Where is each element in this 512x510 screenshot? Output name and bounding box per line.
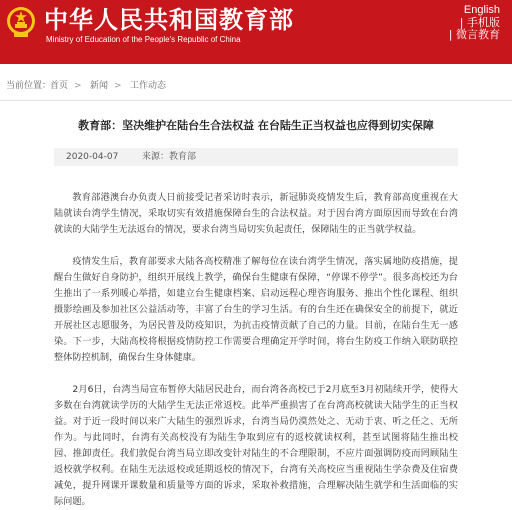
article-meta-bar	[54, 148, 458, 166]
site-subtitle: Ministry of Education of the People's Republic of China	[46, 35, 241, 44]
article-source: 来源：教育部	[142, 152, 197, 162]
site-title[interactable]: 中华人民共和国教育部	[44, 6, 294, 34]
article-date: 2020-04-07	[66, 152, 119, 162]
mobile-version-link[interactable]: | 手机版	[459, 16, 500, 29]
breadcrumb-work-updates[interactable]: 工作动态	[130, 81, 167, 91]
breadcrumb-current-label: 当前位置：	[6, 81, 52, 91]
weiyan-jiaoyu-link[interactable]: | 微言教育	[448, 28, 500, 41]
breadcrumb-news[interactable]: 新闻	[90, 81, 109, 91]
article-paragraph: 教育部港澳台办负责人日前接受记者采访时表示，新冠肺炎疫情发生后，教育部高度重视在大陆就读台湾学生情况，采取切实有效措施保障台生的合法权益。对于因台湾方面原因而导致在台湾就读的大陆学生无法返台的情况，要求台湾当局切实负起责任，保障陆生的正当就学权益。	[54, 192, 458, 235]
article-paragraph: 疫情发生后，教育部要求大陆各高校精准了解每位在读台湾学生情况，落实属地防疫措施，提醒台生做好自身防护，组织开展线上教学，确保台生健康有保障，“停课不停学”。很多高校还为台生推出了一系列暖心举措，如建立台生健康档案、启动远程心理咨询服务、推出个性化课程、组织摄影绘画及参加社区公益活动等，丰富了台生的学习生活。有的台生还在确保安全的前提下，就近开展社区志愿服务，为居民普及防疫知识，为抗击疫情贡献了自己的力量。目前，在陆台生无一感染。下一步，大陆高校将根据疫情防控工作需要合理确定开学时间，将台生防疫工作纳入联防联控整体防控机制，确保台生身体健康。	[54, 256, 458, 363]
breadcrumb-home[interactable]: 首页	[50, 81, 69, 91]
breadcrumb-separator: >	[74, 81, 82, 91]
article-paragraph: 2月6日，台湾当局宣布暂停大陆居民赴台，而台湾各高校已于2月底至3月初陆续开学，使得大多数在台湾就读学历的大陆学生无法正常返校。此举严重损害了在台湾高校就读大陆学生的正当权益。对于近一段时间以来广大陆生的强烈诉求，台湾当局仍漠然处之、无动于衷、听之任之、无所作为。与此同时，台湾有关高校没有为陆生争取到应有的返校就读权利，甚至试图将陆生推出校园、推卸责任。我们敦促台湾当局立即改变针对陆生的不合理限制，不应片面强调防疫而罔顾陆生返校就学权利。在陆生无法返校或延期返校的情况下，台湾有关高校应当重视陆生学杂费及住宿费减免，提升网课开课数量和质量等方面的诉求，采取补救措施，合理解决陆生就学和生活面临的实际问题。	[54, 384, 458, 507]
breadcrumb-separator: >	[114, 81, 122, 91]
breadcrumb	[0, 72, 512, 101]
article-title: 教育部：坚决维护在陆台生合法权益 在台陆生正当权益也应得到切实保障	[78, 119, 434, 132]
site-header	[0, 0, 512, 64]
national-emblem-icon[interactable]	[6, 6, 36, 39]
english-link[interactable]: English	[463, 4, 500, 16]
